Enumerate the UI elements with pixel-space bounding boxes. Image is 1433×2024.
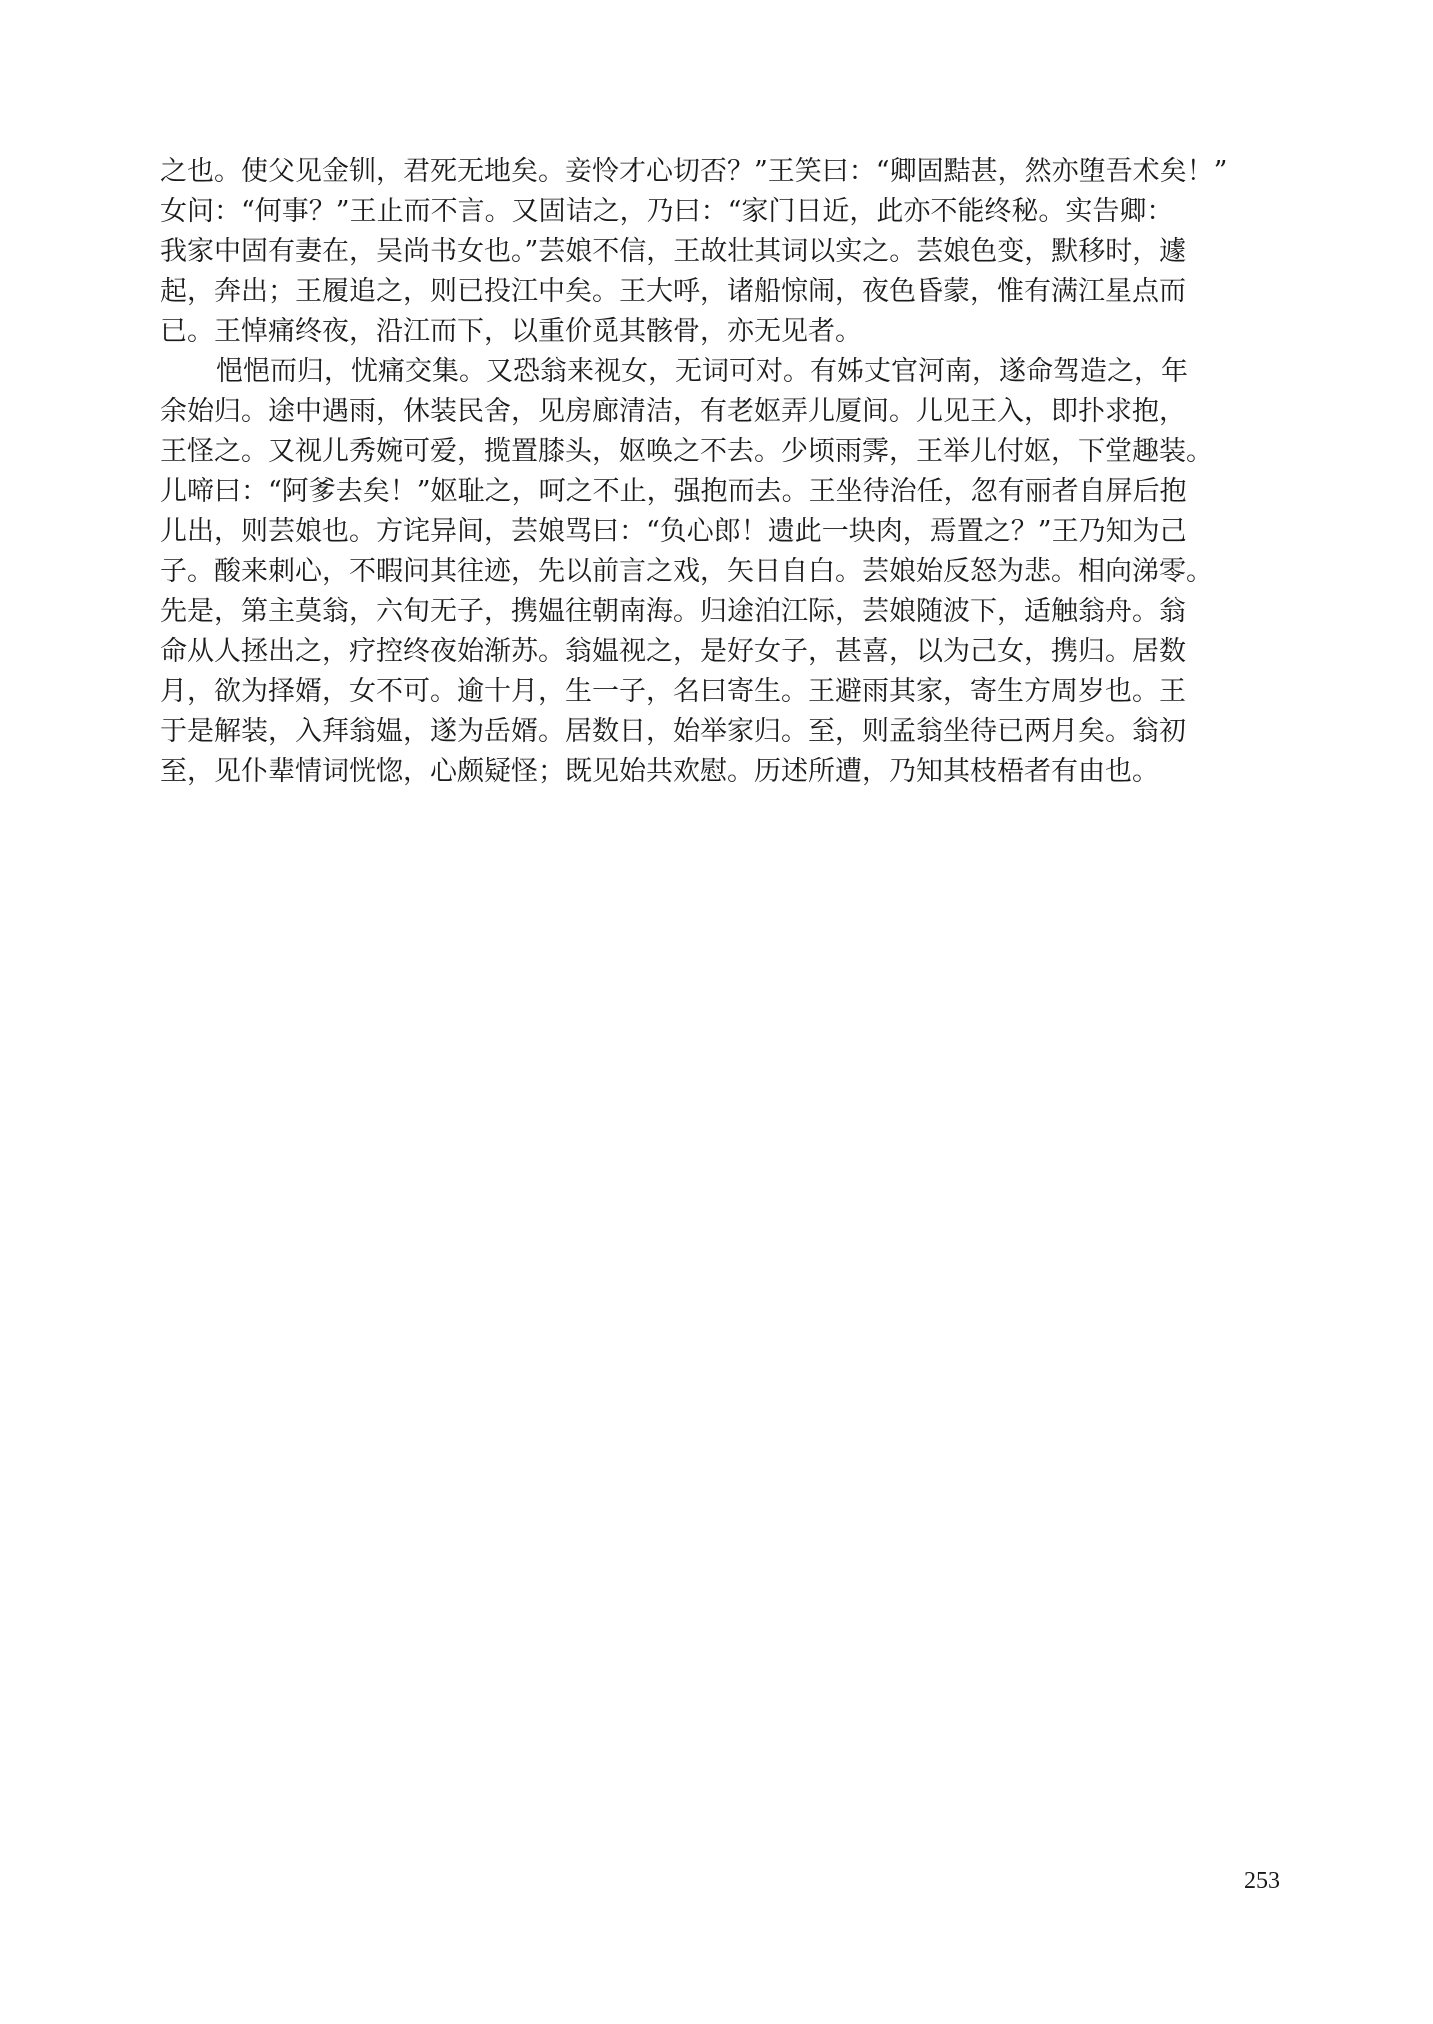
text-line: 我家中固有妻在，吴尚书女也。”芸娘不信，王故壮其词以实之。芸娘色变，默移时，遽 [160, 236, 1187, 267]
text-line: 于是解装，入拜翁媪，遂为岳婿。居数日，始举家归。至，则孟翁坐待已两月矣。翁初 [160, 716, 1186, 747]
text-line: 儿啼曰：“阿爹去矣！”妪耻之，呵之不止，强抱而去。王坐待治任，忽有丽者自屏后抱 [160, 476, 1187, 507]
text-line: 月，欲为择婿，女不可。逾十月，生一子，名曰寄生。王避雨其家，寄生方周岁也。王 [160, 676, 1186, 707]
paragraph-2 [160, 352, 1280, 792]
text-line: 王怪之。又视儿秀婉可爱，揽置膝头，妪唤之不去。少顷雨霁，王举儿付妪，下堂趣装。 [160, 436, 1213, 467]
text-line: 悒悒而归，忧痛交集。又恐翁来视女，无词可对。有姊丈官河南，遂命驾造之，年 [216, 356, 1188, 387]
page-number: 253 [1244, 1868, 1280, 1894]
text-line: 余始归。途中遇雨，休装民舍，见房廊清洁，有老妪弄儿厦间。儿见王入，即扑求抱， [160, 396, 1186, 427]
text-line: 先是，第主莫翁，六旬无子，携媪往朝南海。归途泊江际，芸娘随波下，适触翁舟。翁 [160, 596, 1186, 627]
text-line: 之也。使父见金钏，君死无地矣。妾怜才心切否？”王笑曰：“卿固黠甚，然亦堕吾术矣！” [160, 156, 1228, 187]
text-line: 女问：“何事？”王止而不言。又固诘之，乃曰：“家门日近，此亦不能终秘。实告卿： [160, 196, 1174, 227]
text-line: 起，奔出；王履追之，则已投江中矣。王大呼，诸船惊闹，夜色昏蒙，惟有满江星点而 [160, 276, 1186, 307]
text-line: 命从人拯出之，疗控终夜始渐苏。翁媪视之，是好女子，甚喜，以为己女，携归。居数 [160, 636, 1186, 667]
body-text [160, 152, 1280, 792]
text-line: 儿出，则芸娘也。方诧异间，芸娘骂曰：“负心郎！遗此一块肉，焉置之？”王乃知为己 [160, 516, 1187, 547]
text-line: 已。王悼痛终夜，沿江而下，以重价觅其骸骨，亦无见者。 [160, 316, 862, 347]
text-line: 子。酸来刺心，不暇问其往迹，先以前言之戏，矢日自白。芸娘始反怒为悲。相向涕零。 [160, 556, 1213, 587]
text-line: 至，见仆辈情词恍惚，心颇疑怪；既见始共欢慰。历述所遭，乃知其枝梧者有由也。 [160, 756, 1159, 787]
paragraph-1 [160, 152, 1280, 352]
